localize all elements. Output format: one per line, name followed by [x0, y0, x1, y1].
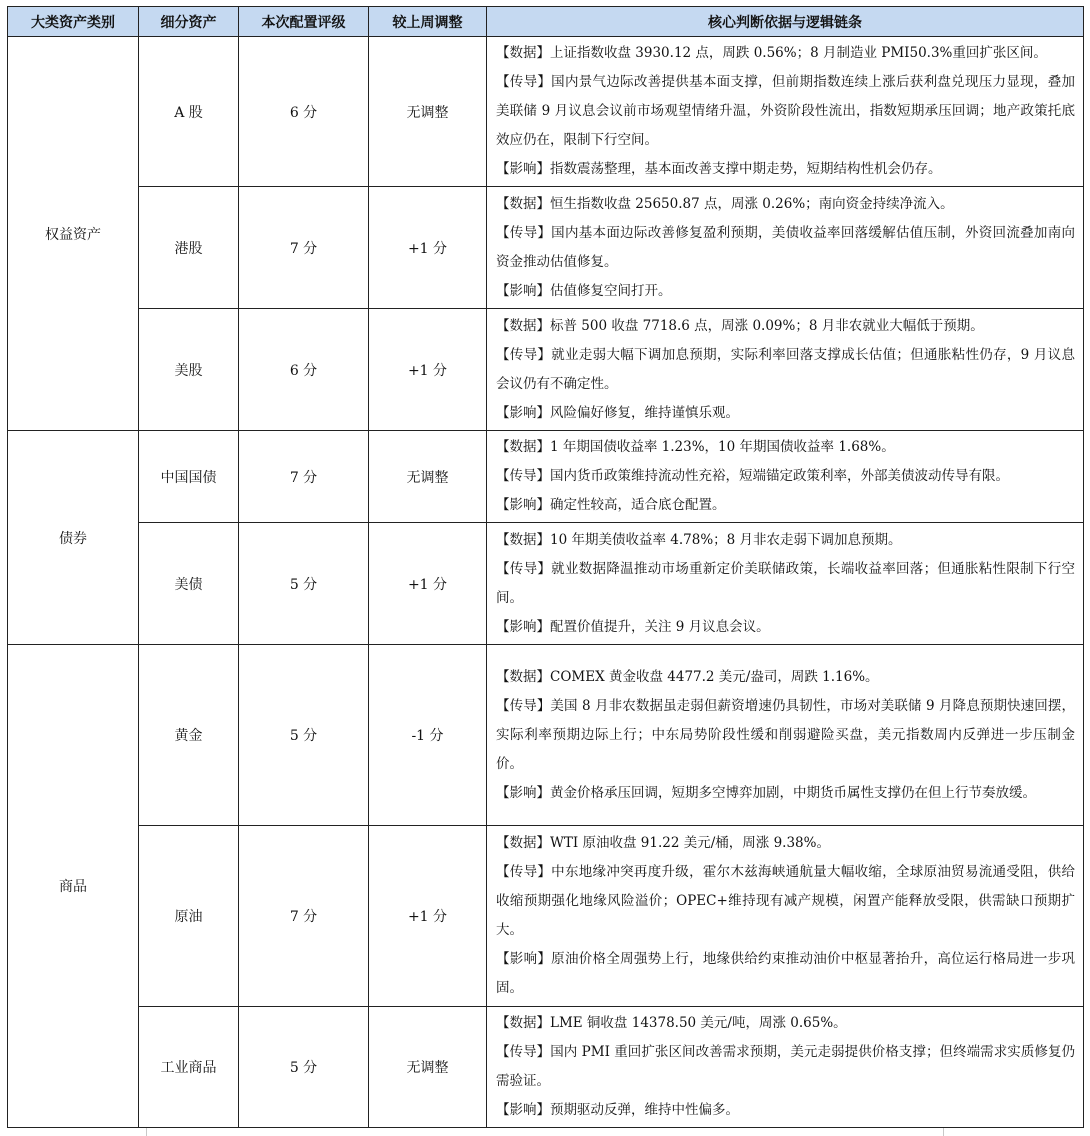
reason-data: 【数据】上证指数收盘 3930.12 点，周跌 0.56%；8 月制造业 PMI50.3%重回扩张区间。 — [496, 45, 1047, 61]
asset-adjustment: -1 分 — [369, 645, 487, 826]
category-commodities: 商品 — [8, 645, 139, 1128]
reason-data: 【数据】LME 铜收盘 14378.50 美元/吨，周涨 0.65%。 — [496, 1015, 847, 1031]
asset-name: 美股 — [139, 309, 239, 431]
table-row — [8, 37, 1084, 187]
page-edge-mark — [146, 1128, 147, 1136]
asset-adjustment: +1 分 — [369, 309, 487, 431]
asset-adjustment: +1 分 — [369, 826, 487, 1007]
reason-impact: 【影响】指数震荡整理，基本面改善支撑中期走势，短期结构性机会仍存。 — [496, 161, 942, 177]
asset-adjustment: 无调整 — [369, 431, 487, 523]
table-row — [8, 187, 1084, 309]
reason-impact: 【影响】风险偏好修复，维持谨慎乐观。 — [496, 404, 739, 421]
reason-transmission: 【传导】国内基本面边际改善修复盈利预期，美债收益率回落缓解估值压制，外资回流叠加南向资金推动估值修复。 — [496, 224, 1075, 270]
asset-score: 6 分 — [239, 309, 369, 431]
asset-reasoning — [487, 523, 1084, 645]
reason-transmission: 【传导】中东地缘冲突再度升级，霍尔木兹海峡通航量大幅收缩，全球原油贸易流通受阻，供给收缩预期强化地缘风险溢价；OPEC+维持现有减产规模，闲置产能释放受限，供需缺口预期扩大。 — [496, 864, 1075, 938]
asset-adjustment: +1 分 — [369, 187, 487, 309]
table-row — [8, 645, 1084, 826]
asset-name: 港股 — [139, 187, 239, 309]
asset-name: 美债 — [139, 523, 239, 645]
page-edge-mark — [943, 1128, 944, 1136]
table-row — [8, 523, 1084, 645]
reason-transmission: 【传导】美国 8 月非农数据虽走弱但薪资增速仍具韧性，市场对美联储 9 月降息预期快速回摆，实际利率预期边际上行；中东局势阶段性缓和削弱避险买盘，美元指数周内反弹进一步压制金价。 — [496, 697, 1075, 772]
asset-score: 7 分 — [239, 187, 369, 309]
reason-transmission: 【传导】国内景气边际改善提供基本面支撑，但前期指数连续上涨后获利盘兑现压力显现，叠加美联储 9 月议息会议前市场观望情绪升温，外资阶段性流出，指数短期承压回调；地产政策托底效应仍在，限制下行空间。 — [496, 74, 1075, 148]
header-sub-asset: 细分资产 — [139, 7, 239, 37]
reason-impact: 【影响】原油价格全周强势上行，地缘供给约束推动油价中枢显著抬升，高位运行格局进一步巩固。 — [496, 951, 1075, 996]
header-adjustment: 较上周调整 — [369, 7, 487, 37]
asset-reasoning — [487, 826, 1084, 1007]
reason-transmission: 【传导】国内货币政策维持流动性充裕，短端锚定政策利率，外部美债波动传导有限。 — [496, 468, 1009, 484]
asset-reasoning — [487, 37, 1084, 187]
table-row — [8, 1007, 1084, 1128]
asset-score: 5 分 — [239, 523, 369, 645]
asset-name: 工业商品 — [139, 1007, 239, 1128]
asset-reasoning — [487, 645, 1084, 826]
reason-transmission: 【传导】国内 PMI 重回扩张区间改善需求预期，美元走弱提供价格支撑；但终端需求实质修复仍需验证。 — [496, 1044, 1075, 1089]
asset-score: 6 分 — [239, 37, 369, 187]
header-reasoning: 核心判断依据与逻辑链条 — [487, 7, 1084, 37]
asset-adjustment: +1 分 — [369, 523, 487, 645]
asset-score: 5 分 — [239, 1007, 369, 1128]
reason-data: 【数据】COMEX 黄金收盘 4477.2 美元/盎司，周跌 1.16%。 — [496, 668, 879, 685]
category-equity: 权益资产 — [8, 37, 139, 431]
reason-impact: 【影响】预期驱动反弹，维持中性偏多。 — [496, 1102, 739, 1118]
asset-reasoning — [487, 1007, 1084, 1128]
asset-reasoning — [487, 187, 1084, 309]
asset-name: A 股 — [139, 37, 239, 187]
reason-data: 【数据】WTI 原油收盘 91.22 美元/桶，周涨 9.38%。 — [496, 835, 830, 851]
asset-adjustment: 无调整 — [369, 1007, 487, 1128]
table-row — [8, 431, 1084, 523]
asset-score: 7 分 — [239, 826, 369, 1007]
asset-adjustment: 无调整 — [369, 37, 487, 187]
reason-data: 【数据】恒生指数收盘 25650.87 点，周涨 0.26%；南向资金持续净流入。 — [496, 195, 954, 212]
asset-reasoning — [487, 431, 1084, 523]
header-category: 大类资产类别 — [8, 7, 139, 37]
header-row — [8, 7, 1084, 37]
reason-impact: 【影响】配置价值提升，关注 9 月议息会议。 — [496, 618, 770, 635]
reason-impact: 【影响】黄金价格承压回调，短期多空博弈加剧，中期货币属性支撑仍在但上行节奏放缓。 — [496, 784, 1036, 801]
reason-data: 【数据】标普 500 收盘 7718.6 点，周涨 0.09%；8 月非农就业大幅低于预期。 — [496, 317, 984, 334]
header-score: 本次配置评级 — [239, 7, 369, 37]
reason-data: 【数据】10 年期美债收益率 4.78%；8 月非农走弱下调加息预期。 — [496, 531, 902, 548]
asset-reasoning — [487, 309, 1084, 431]
asset-allocation-table — [7, 6, 1084, 1128]
category-bonds: 债券 — [8, 431, 139, 645]
reason-impact: 【影响】估值修复空间打开。 — [496, 282, 672, 299]
reason-data: 【数据】1 年期国债收益率 1.23%，10 年期国债收益率 1.68%。 — [496, 439, 895, 455]
table-row — [8, 309, 1084, 431]
asset-name: 原油 — [139, 826, 239, 1007]
asset-name: 中国国债 — [139, 431, 239, 523]
asset-score: 5 分 — [239, 645, 369, 826]
asset-score: 7 分 — [239, 431, 369, 523]
reason-transmission: 【传导】就业数据降温推动市场重新定价美联储政策，长端收益率回落；但通胀粘性限制下行空间。 — [496, 560, 1075, 606]
table-row — [8, 826, 1084, 1007]
asset-name: 黄金 — [139, 645, 239, 826]
reason-transmission: 【传导】就业走弱大幅下调加息预期，实际利率回落支撑成长估值；但通胀粘性仍存，9 月议息会议仍有不确定性。 — [496, 346, 1075, 392]
reason-impact: 【影响】确定性较高，适合底仓配置。 — [496, 497, 726, 513]
